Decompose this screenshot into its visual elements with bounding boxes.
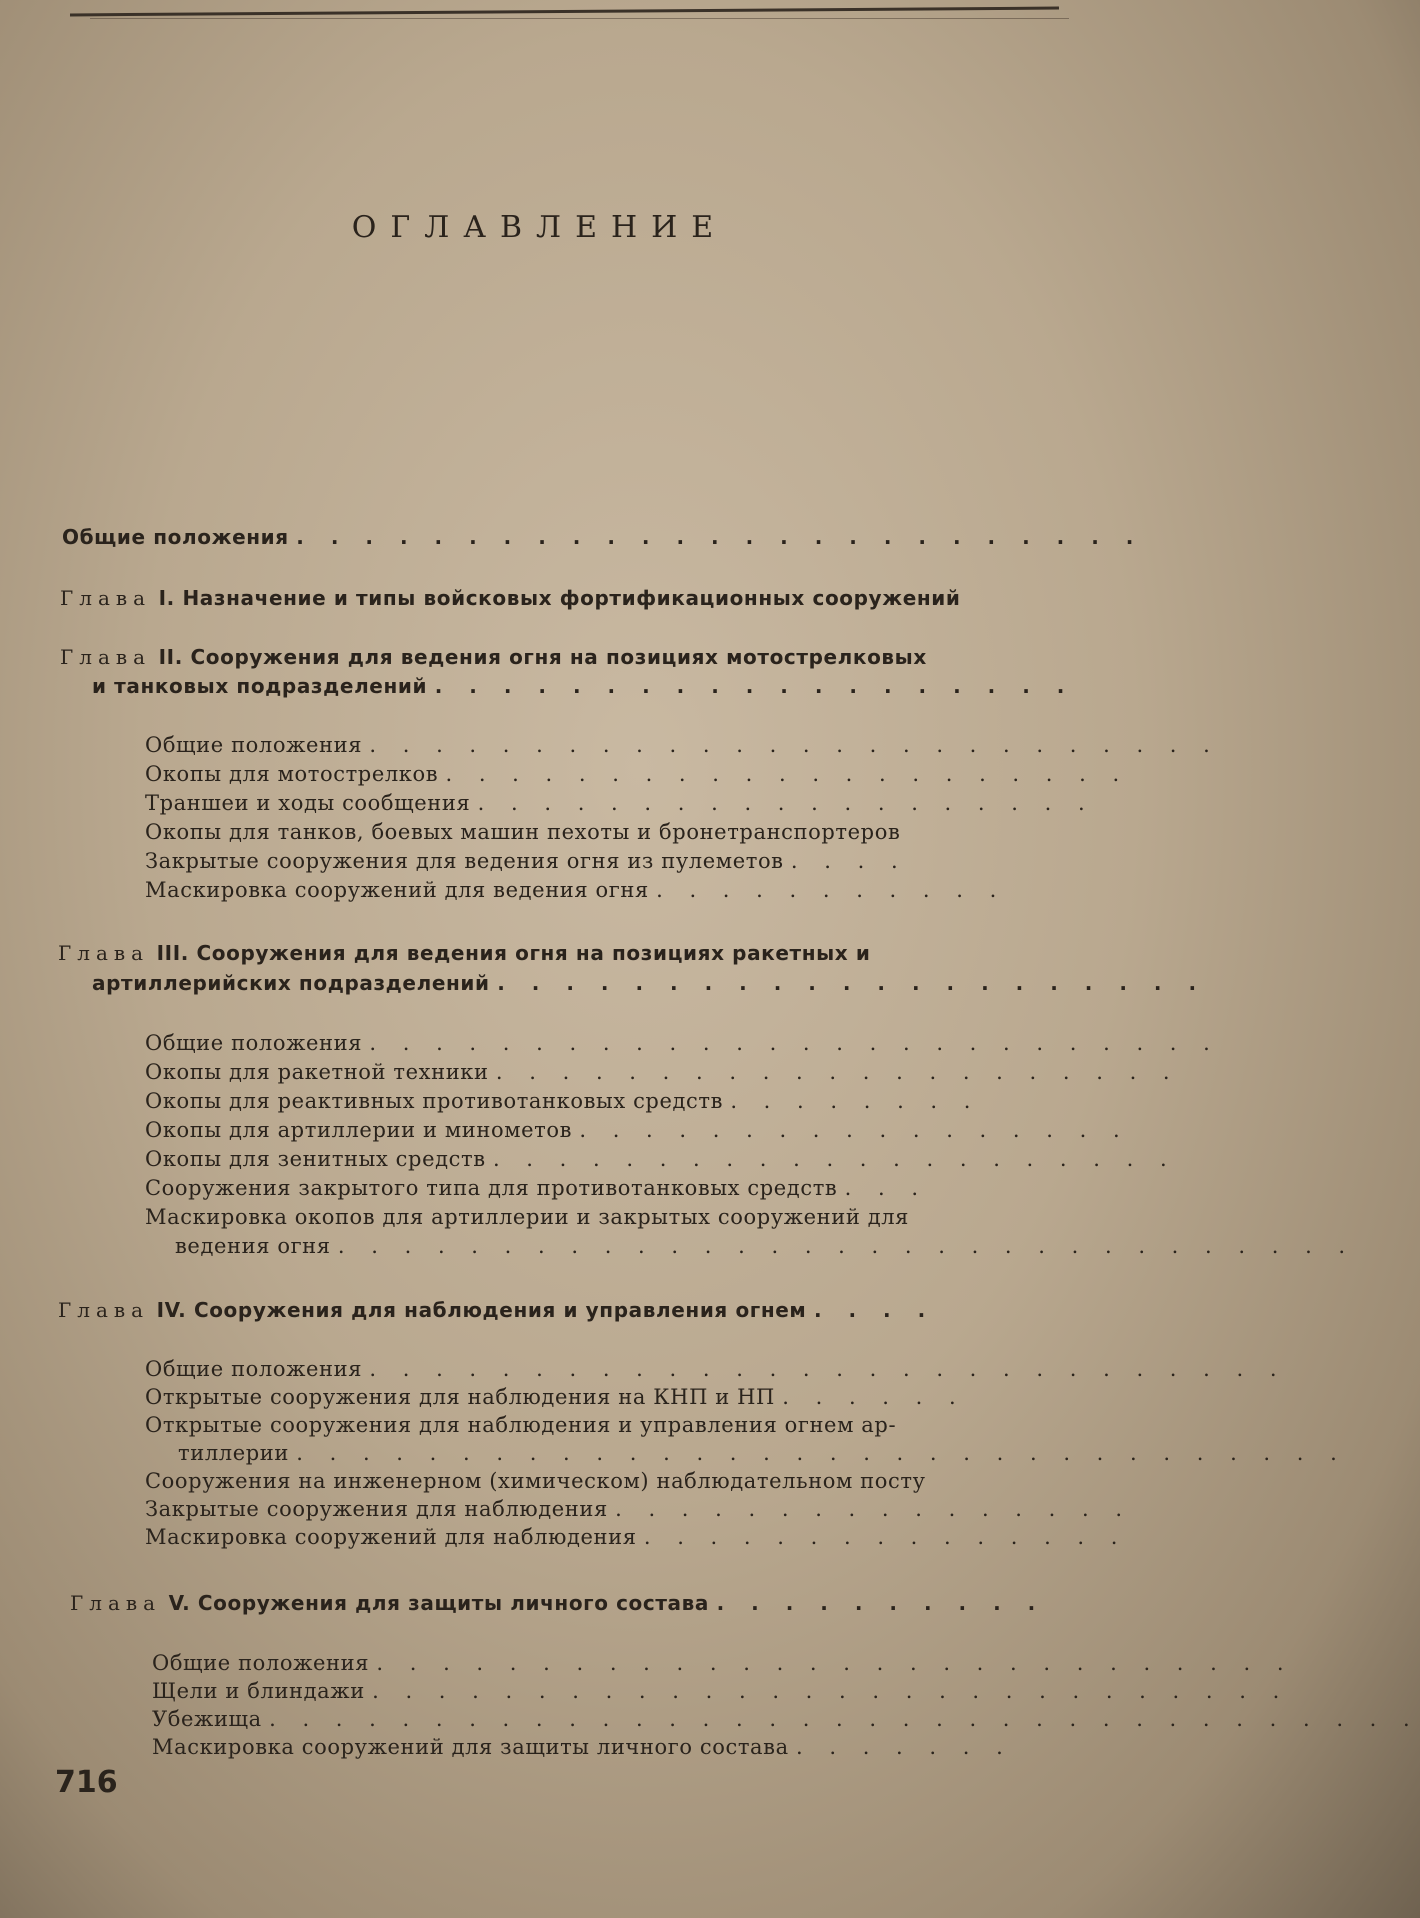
toc-entry: Закрытые сооружения для ведения огня из пулеметов . . . . [145, 849, 908, 873]
toc-entry-cont: тиллерии . . . . . . . . . . . . . . . . . . . . . . . . . . . . . . . . [178, 1441, 1347, 1465]
toc-entry: Окопы для мотострелков . . . . . . . . . . . . . . . . . . . . . [145, 762, 1130, 786]
toc-entry: Маскировка окопов для артиллерии и закрытых сооружений для [145, 1205, 910, 1229]
toc-entry: Окопы для артиллерии и минометов . . . . . . . . . . . . . . . . . [145, 1118, 1130, 1142]
toc-entry: Щели и блиндажи . . . . . . . . . . . . . . . . . . . . . . . . . . . . [152, 1679, 1290, 1703]
toc-chapter-4: Глава IV. Сооружения для наблюдения и управления огнем . . . . [58, 1298, 936, 1322]
toc-entry-cont: ведения огня . . . . . . . . . . . . . . . . . . . . . . . . . . . . . . . [175, 1234, 1356, 1258]
toc-entry: Открытые сооружения для наблюдения на КНП и НП . . . . . . [145, 1385, 966, 1409]
toc-entry: Маскировка сооружений для ведения огня . . . . . . . . . . . [145, 878, 1007, 902]
toc-chapter-5: Глава V. Сооружения для защиты личного состава . . . . . . . . . . [70, 1591, 1046, 1615]
toc-entry: Убежища . . . . . . . . . . . . . . . . . . . . . . . . . . . . . . . . . . . [152, 1707, 1420, 1731]
toc-chapter-1: Глава I. Назначение и типы войсковых фортификационных сооружений [60, 586, 961, 610]
toc-chapter-2-cont: и танковых подразделений . . . . . . . . . . . . . . . . . . . [92, 674, 1075, 698]
toc-entry: Общие положения . . . . . . . . . . . . . . . . . . . . . . . . . . [145, 1031, 1220, 1055]
toc-entry: Маскировка сооружений для защиты личного состава . . . . . . . [152, 1735, 1013, 1759]
toc-entry: Окопы для зенитных средств . . . . . . . . . . . . . . . . . . . . . [145, 1147, 1177, 1171]
toc-entry-general: Общие положения . . . . . . . . . . . . . . . . . . . . . . . . . [62, 525, 1144, 549]
toc-entry: Окопы для реактивных противотанковых средств . . . . . . . . [145, 1089, 981, 1113]
toc-entry: Общие положения . . . . . . . . . . . . . . . . . . . . . . . . . . . . [145, 1357, 1287, 1381]
toc-chapter-3: Глава III. Сооружения для ведения огня на позициях ракетных и [58, 941, 871, 965]
toc-entry: Общие положения . . . . . . . . . . . . . . . . . . . . . . . . . . [145, 733, 1220, 757]
toc-entry: Общие положения . . . . . . . . . . . . . . . . . . . . . . . . . . . . [152, 1651, 1294, 1675]
toc-entry: Траншеи и ходы сообщения . . . . . . . . . . . . . . . . . . . [145, 791, 1095, 815]
toc-entry: Закрытые сооружения для наблюдения . . . . . . . . . . . . . . . . [145, 1497, 1133, 1521]
page-title: ОГЛАВЛЕНИЕ [351, 210, 728, 245]
toc-entry: Сооружения на инженерном (химическом) наблюдательном посту [145, 1469, 926, 1493]
toc-entry: Сооружения закрытого типа для противотанковых средств . . . [145, 1176, 929, 1200]
toc-chapter-3-cont: артиллерийских подразделений . . . . . . . . . . . . . . . . . . . . . [92, 971, 1207, 995]
toc-entry: Открытые сооружения для наблюдения и управления огнем ар- [145, 1413, 897, 1437]
toc-entry: Окопы для ракетной техники . . . . . . . . . . . . . . . . . . . . . [145, 1060, 1180, 1084]
toc-entry: Окопы для танков, боевых машин пехоты и бронетранспортеров [145, 820, 901, 844]
toc-entry: Маскировка сооружений для наблюдения . . . . . . . . . . . . . . . [145, 1525, 1128, 1549]
page-number: 716 [55, 1765, 118, 1800]
toc-chapter-2: Глава II. Сооружения для ведения огня на позициях мотострелковых [60, 645, 927, 669]
